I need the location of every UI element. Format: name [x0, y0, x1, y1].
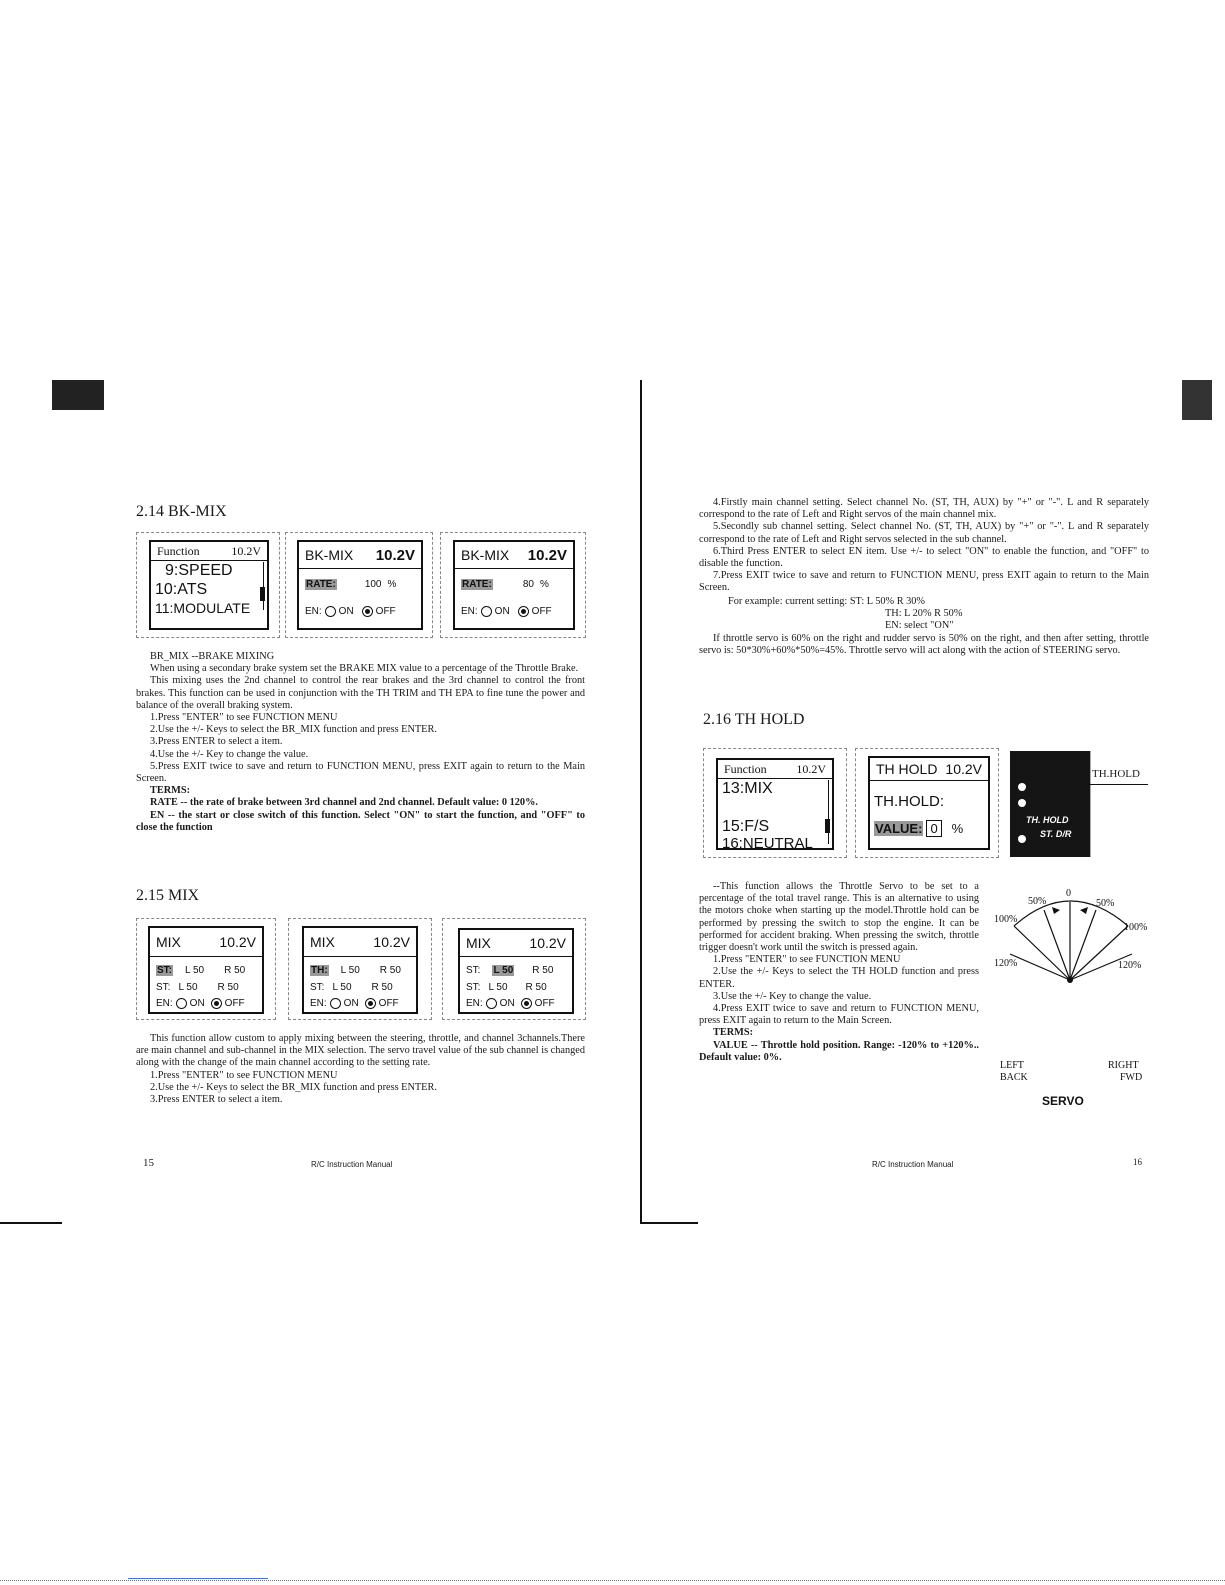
lcd-mix-st: [148, 926, 264, 1014]
step: 2.Use the +/- Keys to select the BR_MIX function and press ENTER.: [150, 1081, 437, 1093]
step: 4.Firstly main channel setting. Select channel No. (ST, TH, AUX) by "+" or "-". L and R separately correspond to the rate of Left and Right servos of the main channel mix.: [699, 497, 1149, 521]
scrollbar-track: [263, 562, 264, 610]
photo-label-th-hold: TH. HOLD: [1026, 815, 1069, 825]
lcd-title: BK-MIX: [305, 547, 354, 563]
on-label: ON: [494, 605, 510, 617]
rate-unit: %: [539, 578, 549, 590]
label-left: LEFT: [1000, 1060, 1024, 1071]
step: 1.Press "ENTER" to see FUNCTION MENU: [150, 1069, 338, 1081]
step: 5.Press EXIT twice to save and return to FUNCTION MENU, press EXIT again to return to the Main Screen.: [136, 760, 585, 785]
corner-line: [0, 1222, 62, 1224]
label-50-right: 50%: [1096, 898, 1115, 909]
lcd-voltage: 10.2V: [796, 761, 826, 776]
sub-right: R 50: [525, 981, 547, 993]
callout-underline: [1088, 784, 1148, 785]
switch-dot: [1018, 835, 1026, 843]
arrow-right: [1080, 907, 1088, 914]
en-label: EN:: [310, 997, 327, 1009]
page-number-left: 15: [143, 1157, 154, 1169]
paragraph: This mixing uses the 2nd channel to control the rear brakes and the 3rd channel to control the front brakes. This function can be used in conjunction with the TH TRIM and TH EPA to fine tune the power and balance of the overall braking system.: [136, 675, 585, 711]
lcd-title: MIX: [466, 935, 491, 951]
switch-dot: [1018, 783, 1026, 791]
menu-item-blank: [718, 798, 832, 817]
servo-arm-50-left: [1044, 910, 1070, 980]
off-label: OFF: [375, 605, 396, 617]
lcd-bk-mix-100: [297, 540, 423, 630]
lcd-function-menu-2: [716, 758, 834, 850]
example-result: [699, 633, 1149, 657]
lcd-voltage: 10.2V: [945, 761, 982, 777]
sub-right: R 50: [217, 981, 239, 993]
main-left-selected[interactable]: L 50: [493, 964, 514, 976]
menu-item-neutral[interactable]: 16:NEUTRAL: [722, 835, 813, 852]
sub-right: R 50: [371, 981, 393, 993]
corner-mark-left: [52, 380, 104, 410]
paragraph: BR_MIX --BRAKE MIXING: [150, 651, 275, 662]
main-channel[interactable]: ST:: [466, 964, 481, 976]
footer-manual-right: R/C Instruction Manual: [872, 1160, 954, 1169]
photo-label-st-dr: ST. D/R: [1040, 829, 1072, 839]
radio-on[interactable]: [176, 998, 187, 1009]
binding-foot: [640, 1222, 698, 1224]
paragraph: --This function allows the Throttle Servo to be set to a percentage of the total travel range. This is an alternative to using the motors choke when starting up the model.Throttle hold can be performed by pressing the switch to stop the engine. It can be performed for accident braking. When pressing the switch, throttle trigger doesn't work until the switch is pressed again.: [699, 881, 979, 954]
step: 3.Use the +/- Key to change the value.: [713, 990, 872, 1002]
radio-off-selected[interactable]: [211, 998, 222, 1009]
menu-item-fs[interactable]: 15:F/S: [722, 818, 770, 835]
label-120-left: 120%: [994, 958, 1018, 969]
label-fwd: FWD: [1120, 1072, 1143, 1083]
servo-diagram: [990, 880, 1155, 1110]
link-underline: [128, 1578, 268, 1579]
step: 3.Press ENTER to select a item.: [150, 736, 283, 748]
lcd-th-hold: [868, 756, 990, 850]
terms-heading: TERMS:: [713, 1027, 754, 1039]
rate-unit: %: [387, 578, 397, 590]
en-label: EN:: [461, 605, 478, 617]
rate-value: 80: [522, 578, 534, 590]
en-label: EN:: [305, 605, 322, 617]
footer-manual-left: R/C Instruction Manual: [311, 1160, 393, 1169]
menu-item-modulate[interactable]: 11:MODULATE: [155, 600, 251, 616]
step: 4.Use the +/- Key to change the value.: [150, 748, 309, 760]
terms-heading: TERMS:: [150, 785, 191, 797]
menu-item-mix[interactable]: 13:MIX: [722, 780, 773, 797]
radio-off-selected[interactable]: [518, 606, 529, 617]
lcd-title: MIX: [310, 934, 335, 950]
lcd-function-menu: [149, 540, 269, 630]
lcd-voltage: 10.2V: [375, 546, 415, 564]
rate-label[interactable]: RATE:: [462, 578, 492, 590]
example-label: For example: current setting:: [728, 596, 848, 607]
example-th: TH: L 20% R 50%: [885, 608, 963, 620]
main-right: R 50: [379, 964, 401, 976]
en-label: EN:: [466, 997, 483, 1009]
sub-left: L 50: [332, 981, 352, 993]
value-label[interactable]: VALUE:: [875, 821, 923, 836]
radio-on[interactable]: [486, 998, 497, 1009]
radio-on[interactable]: [325, 606, 336, 617]
menu-item-ats[interactable]: 10:ATS: [155, 581, 208, 598]
lcd-title: BK-MIX: [461, 547, 510, 563]
step: 4.Press EXIT twice to save and return to FUNCTION MENU, press EXIT again to return to the Main Screen.: [699, 1003, 979, 1027]
label-100-right: 100%: [1124, 922, 1148, 933]
main-left: L 50: [340, 964, 360, 976]
main-right: R 50: [224, 964, 246, 976]
label-120-right: 120%: [1118, 960, 1142, 971]
bottom-border: [0, 1580, 1225, 1581]
radio-on[interactable]: [330, 998, 341, 1009]
menu-item-speed[interactable]: 9:SPEED: [165, 562, 233, 579]
mix-text: [136, 1033, 585, 1106]
th-hold-callout: TH.HOLD: [1092, 768, 1140, 780]
lcd-mix-left: [458, 928, 574, 1014]
term-en: EN -- the start or close switch of this function. Select "ON" to start the function, and "OFF" to close the function: [136, 809, 585, 833]
scrollbar-thumb[interactable]: [825, 819, 830, 833]
lcd-bk-mix-80: [453, 540, 575, 630]
off-label: OFF: [224, 997, 245, 1009]
lcd-voltage: 10.2V: [373, 934, 410, 950]
arrow-left: [1052, 907, 1060, 914]
bk-mix-text: [136, 651, 585, 834]
step: 6.Third Press ENTER to select EN item. Use +/- to select "ON" to enable the function, and "OFF" to disable the function.: [699, 545, 1149, 570]
sub-left: L 50: [178, 981, 198, 993]
value-box[interactable]: 0: [926, 820, 941, 837]
th-hold-label: TH.HOLD:: [874, 793, 945, 810]
label-100-left: 100%: [994, 914, 1018, 925]
sub-channel[interactable]: ST:: [156, 981, 171, 993]
lcd-title: TH HOLD: [876, 761, 938, 777]
on-label: ON: [338, 605, 354, 617]
on-label: ON: [499, 997, 515, 1009]
servo-arm-100-right: [1070, 926, 1128, 980]
label-zero: 0: [1066, 888, 1071, 899]
step: 7.Press EXIT twice to save and return to FUNCTION MENU, press EXIT again to return to the Main Screen.: [699, 570, 1149, 594]
radio-off-selected[interactable]: [521, 998, 532, 1009]
step: 2.Use the +/- Keys to select the BR_MIX function and press ENTER.: [150, 724, 437, 736]
label-servo: SERVO: [1042, 1094, 1084, 1108]
lcd-voltage: 10.2V: [527, 546, 567, 564]
lcd-title: Function: [157, 543, 200, 558]
binding-line: [640, 380, 642, 1224]
section-title-mix: 2.15 MIX: [136, 887, 200, 904]
lcd-title: Function: [724, 761, 767, 776]
scrollbar-track: [828, 780, 829, 844]
page-number-right: 16: [1133, 1157, 1142, 1167]
lcd-voltage: 10.2V: [231, 543, 261, 558]
radio-off-selected[interactable]: [362, 606, 373, 617]
radio-off-selected[interactable]: [365, 998, 376, 1009]
step: 1.Press "ENTER" to see FUNCTION MENU: [150, 712, 338, 724]
paragraph: If throttle servo is 60% on the right and rudder servo is 50% on the right, and then after setting, throttle servo is: 50*30%+60%*50%=45%. Throttle servo will act along with the action of STEERING servo.: [699, 633, 1149, 657]
sub-channel[interactable]: ST:: [310, 981, 325, 993]
sub-left: L 50: [488, 981, 508, 993]
servo-arm-100-left: [1014, 926, 1070, 980]
corner-mark-right: [1182, 380, 1212, 420]
switch-dot: [1018, 799, 1026, 807]
servo-pivot: [1067, 977, 1073, 983]
mix-steps-continued: [699, 497, 1149, 595]
lcd-mix-th: [302, 926, 418, 1014]
rate-label[interactable]: RATE:: [306, 578, 336, 590]
th-hold-text: [699, 881, 979, 1064]
term-value: VALUE -- Throttle hold position. Range: -120% to +120%.. Default value: 0%.: [699, 1039, 979, 1063]
label-back: BACK: [1000, 1072, 1028, 1083]
main-channel[interactable]: TH:: [311, 964, 328, 976]
sub-channel[interactable]: ST:: [466, 981, 481, 993]
radio-on[interactable]: [481, 606, 492, 617]
en-label: EN:: [156, 997, 173, 1009]
section-title-bk-mix: 2.14 BK-MIX: [136, 503, 227, 520]
example-en: EN: select "ON": [885, 620, 954, 632]
servo-arm-50-right: [1070, 910, 1096, 980]
paragraph: When using a secondary brake system set the BRAKE MIX value to a percentage of the Throttle Brake.: [150, 663, 579, 675]
on-label: ON: [343, 997, 359, 1009]
main-channel[interactable]: ST:: [157, 964, 172, 976]
paragraph: This function allow custom to apply mixing between the steering, throttle, and channel 3channels.There are main channel and sub-channel in the MIX selection. The servo travel value of the sub channel is changed along with the change of the main channel according to the setting rate.: [136, 1033, 585, 1069]
lcd-voltage: 10.2V: [219, 934, 256, 950]
off-label: OFF: [378, 997, 399, 1009]
label-right: RIGHT: [1108, 1060, 1139, 1071]
example-block: [728, 596, 1028, 633]
main-right: R 50: [532, 964, 554, 976]
value-unit: %: [951, 821, 964, 836]
step: 5.Secondly sub channel setting. Select channel No. (ST, TH, AUX) by "+" or "-". L and R separately correspond to the rate of Left and Right servos selected in the sub channel.: [699, 521, 1149, 545]
rate-value: 100: [364, 578, 382, 590]
lcd-voltage: 10.2V: [529, 935, 566, 951]
step: 2.Use the +/- Keys to select the TH HOLD function and press ENTER.: [699, 966, 979, 990]
step: 3.Press ENTER to select a item.: [150, 1094, 283, 1106]
step: 1.Press "ENTER" to see FUNCTION MENU: [713, 954, 901, 966]
on-label: ON: [189, 997, 205, 1009]
transmitter-switch-photo: [1010, 751, 1090, 857]
section-title-th-hold: 2.16 TH HOLD: [703, 711, 805, 728]
lcd-title: MIX: [156, 934, 181, 950]
servo-arm-120-left: [1010, 954, 1070, 980]
off-label: OFF: [531, 605, 552, 617]
th-hold-callout-box: [1090, 751, 1149, 857]
scrollbar-thumb[interactable]: [260, 587, 265, 601]
main-left: L 50: [185, 964, 205, 976]
label-50-left: 50%: [1028, 896, 1047, 907]
off-label: OFF: [534, 997, 555, 1009]
example-st: ST: L 50% R 30%: [849, 596, 926, 607]
term-rate: RATE -- the rate of brake between 3rd channel and 2nd channel. Default value: 0 120%.: [150, 797, 538, 809]
